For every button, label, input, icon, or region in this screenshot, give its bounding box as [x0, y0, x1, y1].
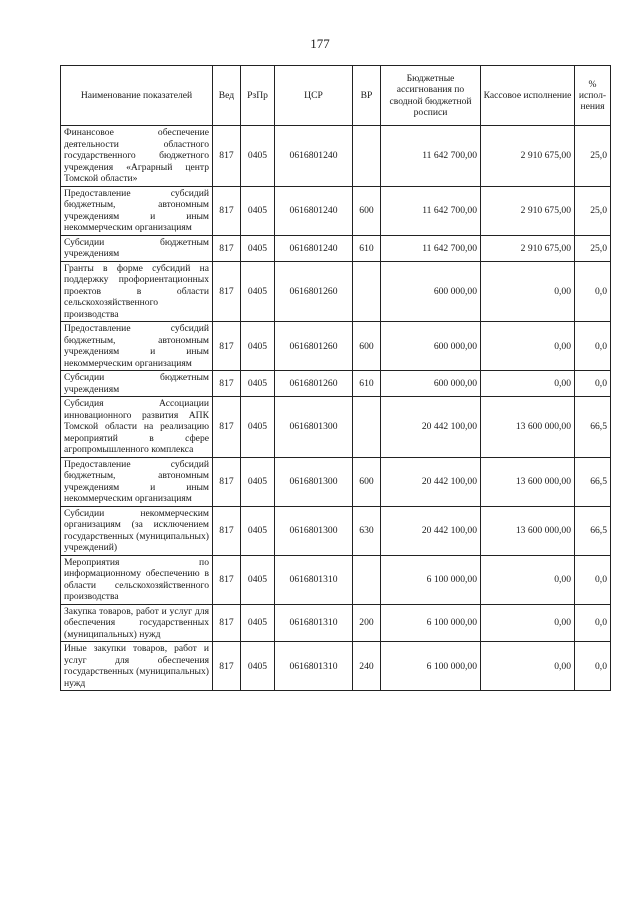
cell-budget: 600 000,00: [381, 371, 481, 397]
cell-name: Субсидии некоммерческим организациям (за исключением государственных (муниципальных) учреждений): [61, 506, 213, 555]
cell-rzpr: 0405: [241, 126, 275, 187]
header-rzpr: РзПр: [241, 66, 275, 126]
cell-cash: 0,00: [481, 261, 575, 322]
cell-cash: 2 910 675,00: [481, 186, 575, 235]
table-row: [61, 126, 611, 187]
cell-percent: 0,0: [575, 642, 611, 691]
cell-budget: 11 642 700,00: [381, 235, 481, 261]
cell-name: Гранты в форме субсидий на поддержку профориентационных проектов в области сельскохозяйственного производства: [61, 261, 213, 322]
table-row: [61, 397, 611, 458]
cell-budget: 600 000,00: [381, 261, 481, 322]
cell-csr: 0616801240: [275, 186, 353, 235]
header-csr: ЦСР: [275, 66, 353, 126]
cell-percent: 25,0: [575, 126, 611, 187]
cell-csr: 0616801310: [275, 642, 353, 691]
cell-vr: 630: [353, 506, 381, 555]
budget-table: [60, 65, 611, 691]
table-row: [61, 261, 611, 322]
cell-csr: 0616801300: [275, 397, 353, 458]
cell-ved: 817: [213, 186, 241, 235]
cell-name: Предоставление субсидий бюджетным, автономным учреждениям и иным некоммерческим организациям: [61, 322, 213, 371]
cell-ved: 817: [213, 235, 241, 261]
cell-vr: 240: [353, 642, 381, 691]
table-row: [61, 457, 611, 506]
cell-csr: 0616801300: [275, 506, 353, 555]
cell-rzpr: 0405: [241, 322, 275, 371]
header-cash: Кассовое исполнение: [481, 66, 575, 126]
cell-rzpr: 0405: [241, 642, 275, 691]
cell-vr: [353, 261, 381, 322]
cell-rzpr: 0405: [241, 604, 275, 642]
cell-csr: 0616801260: [275, 322, 353, 371]
cell-ved: 817: [213, 126, 241, 187]
cell-percent: 0,0: [575, 322, 611, 371]
cell-rzpr: 0405: [241, 235, 275, 261]
cell-rzpr: 0405: [241, 261, 275, 322]
cell-cash: 13 600 000,00: [481, 397, 575, 458]
cell-name: Субсидии бюджетным учреждениям: [61, 235, 213, 261]
cell-csr: 0616801310: [275, 604, 353, 642]
cell-vr: 600: [353, 322, 381, 371]
cell-vr: 600: [353, 186, 381, 235]
cell-csr: 0616801240: [275, 235, 353, 261]
table-row: [61, 506, 611, 555]
cell-name: Предоставление субсидий бюджетным, автономным учреждениям и иным некоммерческим организациям: [61, 457, 213, 506]
cell-percent: 66,5: [575, 397, 611, 458]
cell-cash: 2 910 675,00: [481, 126, 575, 187]
cell-vr: 600: [353, 457, 381, 506]
cell-cash: 13 600 000,00: [481, 457, 575, 506]
cell-cash: 0,00: [481, 604, 575, 642]
cell-budget: 6 100 000,00: [381, 604, 481, 642]
cell-csr: 0616801260: [275, 371, 353, 397]
cell-ved: 817: [213, 604, 241, 642]
cell-rzpr: 0405: [241, 186, 275, 235]
cell-vr: 610: [353, 371, 381, 397]
cell-percent: 66,5: [575, 457, 611, 506]
cell-percent: 0,0: [575, 261, 611, 322]
cell-rzpr: 0405: [241, 555, 275, 604]
cell-vr: [353, 126, 381, 187]
cell-vr: 610: [353, 235, 381, 261]
cell-vr: [353, 397, 381, 458]
cell-name: Субсидии бюджетным учреждениям: [61, 371, 213, 397]
table-row: [61, 604, 611, 642]
cell-budget: 11 642 700,00: [381, 186, 481, 235]
cell-ved: 817: [213, 261, 241, 322]
cell-cash: 13 600 000,00: [481, 506, 575, 555]
table-row: [61, 555, 611, 604]
cell-rzpr: 0405: [241, 397, 275, 458]
table-row: [61, 322, 611, 371]
cell-ved: 817: [213, 506, 241, 555]
cell-csr: 0616801260: [275, 261, 353, 322]
cell-name: Финансовое обеспечение деятельности областного государственного бюджетного учреждения «Аграрный центр Томской области»: [61, 126, 213, 187]
cell-name: Субсидия Ассоциации инновационного развития АПК Томской области на реализацию мероприятий в сфере агропромышленного комплекса: [61, 397, 213, 458]
cell-cash: 0,00: [481, 322, 575, 371]
cell-cash: 0,00: [481, 371, 575, 397]
cell-budget: 20 442 100,00: [381, 397, 481, 458]
cell-ved: 817: [213, 642, 241, 691]
cell-name: Закупка товаров, работ и услуг для обеспечения государственных (муниципальных) нужд: [61, 604, 213, 642]
cell-cash: 2 910 675,00: [481, 235, 575, 261]
cell-csr: 0616801310: [275, 555, 353, 604]
header-percent: % испол-нения: [575, 66, 611, 126]
header-name: Наименование показателей: [61, 66, 213, 126]
cell-vr: [353, 555, 381, 604]
cell-csr: 0616801300: [275, 457, 353, 506]
cell-cash: 0,00: [481, 642, 575, 691]
cell-ved: 817: [213, 397, 241, 458]
cell-budget: 600 000,00: [381, 322, 481, 371]
cell-ved: 817: [213, 555, 241, 604]
cell-ved: 817: [213, 322, 241, 371]
cell-percent: 25,0: [575, 235, 611, 261]
cell-name: Предоставление субсидий бюджетным, автономным учреждениям и иным некоммерческим организациям: [61, 186, 213, 235]
cell-budget: 20 442 100,00: [381, 506, 481, 555]
cell-ved: 817: [213, 371, 241, 397]
cell-budget: 20 442 100,00: [381, 457, 481, 506]
cell-percent: 25,0: [575, 186, 611, 235]
page-number: 177: [310, 36, 330, 51]
cell-rzpr: 0405: [241, 371, 275, 397]
header-ved: Вед: [213, 66, 241, 126]
cell-percent: 0,0: [575, 555, 611, 604]
cell-budget: 6 100 000,00: [381, 642, 481, 691]
cell-budget: 11 642 700,00: [381, 126, 481, 187]
cell-cash: 0,00: [481, 555, 575, 604]
cell-percent: 0,0: [575, 371, 611, 397]
cell-rzpr: 0405: [241, 506, 275, 555]
table-row: [61, 642, 611, 691]
cell-ved: 817: [213, 457, 241, 506]
header-vr: ВР: [353, 66, 381, 126]
header-budget: Бюджетные ассигнования по сводной бюджетной росписи: [381, 66, 481, 126]
cell-vr: 200: [353, 604, 381, 642]
header-row: [61, 66, 611, 126]
table-row: [61, 186, 611, 235]
table-body: [61, 126, 611, 691]
cell-csr: 0616801240: [275, 126, 353, 187]
cell-name: Иные закупки товаров, работ и услуг для обеспечения государственных (муниципальных) нужд: [61, 642, 213, 691]
cell-percent: 0,0: [575, 604, 611, 642]
table-row: [61, 235, 611, 261]
cell-rzpr: 0405: [241, 457, 275, 506]
table-row: [61, 371, 611, 397]
cell-name: Мероприятия по информационному обеспечению в области сельскохозяйственного производства: [61, 555, 213, 604]
cell-budget: 6 100 000,00: [381, 555, 481, 604]
cell-percent: 66,5: [575, 506, 611, 555]
